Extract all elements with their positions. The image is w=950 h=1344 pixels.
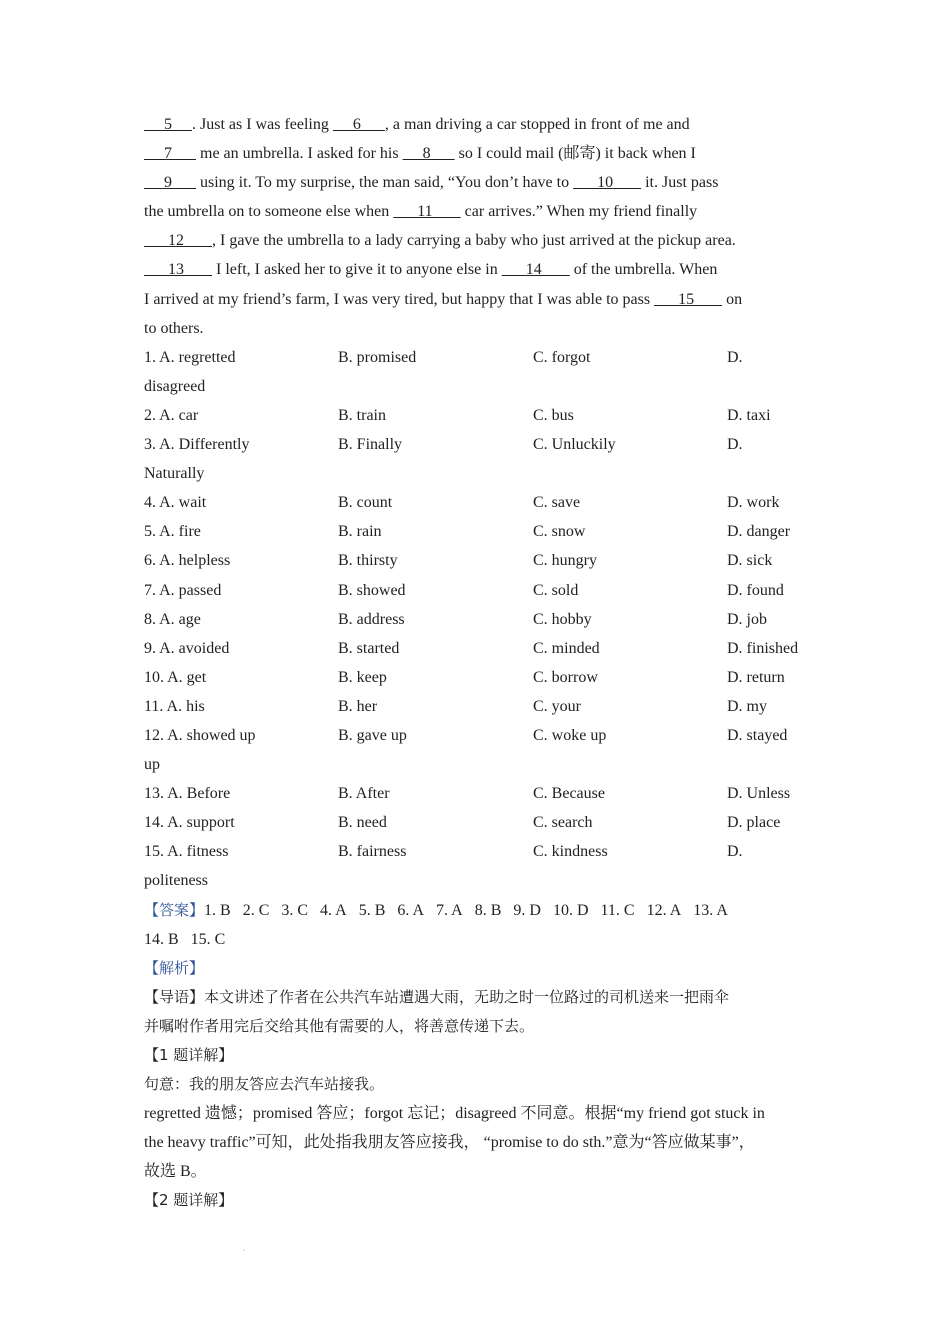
option-wrap-12: up — [144, 756, 160, 774]
option-d: D. job — [727, 610, 767, 628]
passage-line-6 — [144, 255, 809, 284]
option-d: D. found — [727, 581, 784, 599]
passage-line-4 — [144, 197, 809, 226]
option-b: B. promised — [338, 348, 417, 366]
option-c: C. snow — [533, 523, 586, 541]
blank-11: 11 — [393, 203, 461, 221]
option-b: B. fairness — [338, 843, 407, 861]
option-d: D. — [727, 436, 743, 454]
answer-item: 7. A — [436, 901, 463, 919]
passage-line-7 — [144, 285, 809, 314]
option-b: B. Finally — [338, 436, 403, 454]
analysis-tag: 【解析】 — [144, 958, 205, 977]
stray-mark — [243, 1249, 245, 1251]
passage-text: of the umbrella. When — [569, 261, 718, 279]
option-d: D. Unless — [727, 785, 791, 803]
blank-8: 8 — [402, 145, 455, 163]
option-a: 4. A. wait — [144, 494, 207, 512]
passage — [144, 110, 809, 343]
option-a: 5. A. fire — [144, 523, 201, 541]
option-c: C. kindness — [533, 843, 608, 861]
option-d: D. — [727, 348, 743, 366]
blank-10: 10 — [573, 174, 642, 192]
option-a: 12. A. showed up — [144, 726, 256, 744]
passage-text: I left, I asked her to give it to anyone else in — [212, 261, 502, 279]
option-wrap-3: Naturally — [144, 465, 205, 483]
option-b: B. After — [338, 785, 390, 803]
q1-explanation-1: regretted 遗憾；promised 答应；forgot 忘记；disagreed 不同意。根据“my friend got stuck in — [144, 1105, 765, 1123]
q1-explanation-2: the heavy traffic”可知，此处指我朋友答应接我， “promise to do sth.”意为“答应做某事”， — [144, 1134, 755, 1152]
option-a: 2. A. car — [144, 406, 199, 424]
intro-line-2: 并嘱咐作者用完后交给其他有需要的人，将善意传递下去。 — [144, 1016, 535, 1035]
option-row-2 — [144, 401, 809, 430]
option-row-14 — [144, 808, 809, 837]
blank-15: 15 — [654, 290, 723, 308]
answer-item: 1. B — [204, 901, 231, 919]
option-wrap-1: disagreed — [144, 377, 206, 395]
blank-9: 9 — [144, 174, 196, 192]
option-b: B. rain — [338, 523, 382, 541]
option-d: D. — [727, 843, 743, 861]
option-c: C. Because — [533, 785, 605, 803]
passage-line-1 — [144, 110, 809, 139]
passage-text: it. Just pass — [641, 174, 719, 192]
option-row-9 — [144, 634, 809, 663]
option-b: B. started — [338, 639, 400, 657]
passage-text: , a man driving a car stopped in front of me and — [384, 116, 690, 133]
option-row-11 — [144, 692, 809, 721]
option-c: C. Unluckily — [533, 436, 616, 454]
option-b: B. keep — [338, 668, 387, 686]
intro-tag: 【导语】 — [144, 987, 205, 1006]
options-list — [144, 343, 809, 896]
option-b: B. address — [338, 610, 405, 628]
option-a: 7. A. passed — [144, 581, 222, 599]
passage-line-3 — [144, 168, 809, 197]
answer-item: 3. C — [281, 901, 309, 919]
answer-item: 5. B — [358, 901, 386, 919]
option-row-12 — [144, 721, 809, 750]
option-row-8 — [144, 605, 809, 634]
option-c: C. hobby — [533, 610, 592, 628]
option-b: B. train — [338, 406, 386, 424]
blank-7: 7 — [144, 145, 196, 163]
passage-text: the umbrella on to someone else when — [144, 203, 394, 221]
q1-explanation-3: 故选 B。 — [144, 1163, 207, 1181]
option-a: 9. A. avoided — [144, 639, 230, 657]
option-c: C. search — [533, 814, 593, 832]
option-row-3 — [144, 430, 809, 459]
option-b: B. count — [338, 494, 393, 512]
option-d: D. taxi — [727, 406, 771, 424]
option-c: C. hungry — [533, 552, 597, 570]
option-d: D. finished — [727, 639, 799, 657]
answer-item: 10. D — [552, 901, 589, 919]
option-a: 14. A. support — [144, 814, 235, 832]
option-c: C. bus — [533, 406, 574, 424]
option-d: D. return — [727, 668, 785, 686]
passage-text: . Just as I was feeling — [192, 116, 333, 133]
option-row-15 — [144, 837, 809, 866]
option-d: D. place — [727, 814, 781, 832]
blank-12: 12 — [144, 232, 212, 250]
blank-13: 13 — [144, 261, 212, 279]
option-a: 15. A. fitness — [144, 843, 229, 861]
option-d: D. sick — [727, 552, 773, 570]
answer-item: 11. C — [600, 901, 635, 919]
option-c: C. your — [533, 697, 581, 715]
passage-text: on — [722, 290, 743, 308]
option-a: 13. A. Before — [144, 785, 231, 803]
option-d: D. danger — [727, 523, 791, 541]
option-c: C. borrow — [533, 668, 598, 686]
option-b: B. need — [338, 814, 387, 832]
option-c: C. forgot — [533, 348, 591, 366]
option-d: D. stayed — [727, 726, 788, 744]
option-c: C. sold — [533, 581, 579, 599]
blank-14: 14 — [501, 261, 570, 279]
option-d: D. work — [727, 494, 780, 512]
answer-tag: 【答案】 — [144, 900, 205, 919]
option-row-13 — [144, 779, 809, 808]
passage-line-8: to others. — [144, 319, 204, 337]
option-c: C. woke up — [533, 726, 607, 744]
blank-5: 5 — [144, 116, 192, 133]
option-row-5 — [144, 517, 809, 546]
answer-item: 4. A — [320, 901, 347, 919]
answer-key-continued — [144, 925, 809, 954]
passage-line-5 — [144, 226, 809, 255]
option-c: C. minded — [533, 639, 600, 657]
option-a: 8. A. age — [144, 610, 201, 628]
passage-text: , I gave the umbrella to a lady carrying a baby who just arrived at the pickup area. — [212, 232, 736, 250]
option-b: B. gave up — [338, 726, 407, 744]
answer-item: 8. B — [474, 901, 502, 919]
answer-item: 9. D — [513, 901, 541, 919]
passage-text: so I could mail (邮寄) it back when I — [454, 145, 696, 163]
option-wrap-15: politeness — [144, 872, 208, 890]
answer-item: 14. B — [144, 930, 179, 948]
passage-text: car arrives.” When my friend finally — [460, 203, 698, 221]
option-row-1 — [144, 343, 809, 372]
passage-text: using it. To my surprise, the man said, “You don’t have to — [196, 174, 574, 192]
intro-text: 本文讲述了作者在公共汽车站遭遇大雨，无助之时一位路过的司机送来一把雨伞 — [204, 987, 730, 1006]
answer-item: 13. A — [693, 901, 728, 919]
option-b: B. her — [338, 697, 378, 715]
passage-text: me an umbrella. I asked for his — [196, 145, 403, 163]
option-b: B. showed — [338, 581, 406, 599]
q1-meaning: 句意：我的朋友答应去汽车站接我。 — [144, 1075, 385, 1094]
option-a: 10. A. get — [144, 668, 207, 686]
option-a: 6. A. helpless — [144, 552, 231, 570]
option-a: 3. A. Differently — [144, 436, 250, 454]
passage-text: I arrived at my friend’s farm, I was very tired, but happy that I was able to pass — [144, 290, 655, 308]
option-row-6 — [144, 546, 809, 575]
option-b: B. thirsty — [338, 552, 398, 570]
q1-heading: 【1 题详解】 — [144, 1046, 234, 1064]
answer-key — [144, 896, 809, 925]
option-row-10 — [144, 663, 809, 692]
option-c: C. save — [533, 494, 581, 512]
answer-item: 2. C — [242, 901, 270, 919]
passage-line-2 — [144, 139, 809, 168]
intro-line-1 — [144, 983, 809, 1012]
q2-heading: 【2 题详解】 — [144, 1191, 234, 1210]
answer-item: 15. C — [190, 930, 226, 948]
answer-item: 6. A — [397, 901, 425, 919]
document-page — [144, 110, 809, 1216]
answer-item: 12. A — [646, 901, 682, 919]
blank-6: 6 — [332, 116, 385, 133]
option-d: D. my — [727, 697, 767, 715]
option-a: 11. A. his — [144, 697, 205, 715]
option-row-4 — [144, 488, 809, 517]
option-a: 1. A. regretted — [144, 348, 236, 366]
option-row-7 — [144, 576, 809, 605]
